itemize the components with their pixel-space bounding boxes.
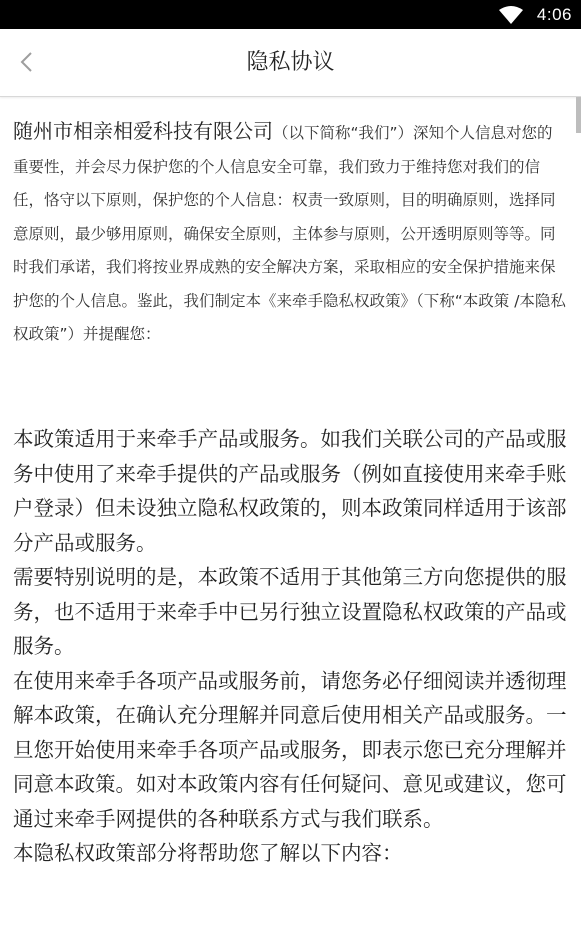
status-time: 4:06: [536, 5, 572, 24]
intro-text: （以下简称“我们”）深知个人信息对您的重要性，并会尽力保护您的个人信息安全可靠，我们致力于维持您对我们的信任，恪守以下原则，保护您的个人信息：权责一致原则，目的明确原则，选择同意原则，最少够用原则，确保安全原则，主体参与原则，公开透明原则等等。同时我们承诺，我们将按业界成熟的安全解决方案，采取相应的安全保护措施来保护您的个人信息。鉴此，我们制定本《来牵手隐私权政策》（下称“本政策 /本隐私权政策”）并提醒您：: [13, 124, 566, 343]
policy-body: [13, 422, 568, 871]
policy-paragraph: 本隐私权政策部分将帮助您了解以下内容：: [13, 841, 403, 865]
policy-paragraph: 本政策适用于来牵手产品或服务。如我们关联公司的产品或服务中使用了来牵手提供的产品或服务（例如直接使用来牵手账户登录）但未设独立隐私权政策的，则本政策同样适用于该部分产品或服务。: [13, 427, 567, 555]
policy-paragraph: 在使用来牵手各项产品或服务前，请您务必仔细阅读并透彻理解本政策，在确认充分理解并同意后使用相关产品或服务。一旦您开始使用来牵手各项产品或服务，即表示您已充分理解并同意本政策。如对本政策内容有任何疑问、意见或建议，您可通过来牵手网提供的各种联系方式与我们联系。: [13, 668, 567, 831]
status-bar: [0, 0, 581, 29]
policy-paragraph: 需要特别说明的是，本政策不适用于其他第三方向您提供的服务，也不适用于来牵手中已另行独立设置隐私权政策的产品或服务。: [13, 565, 567, 658]
intro-paragraph: [13, 115, 568, 352]
scrollbar-thumb[interactable]: [576, 97, 581, 133]
wifi-icon: [499, 6, 523, 24]
app-bar: [0, 29, 581, 97]
privacy-content[interactable]: [0, 97, 581, 930]
page-title: 隐私协议: [246, 50, 335, 75]
company-name: 随州市相亲相爱科技有限公司: [13, 119, 273, 143]
